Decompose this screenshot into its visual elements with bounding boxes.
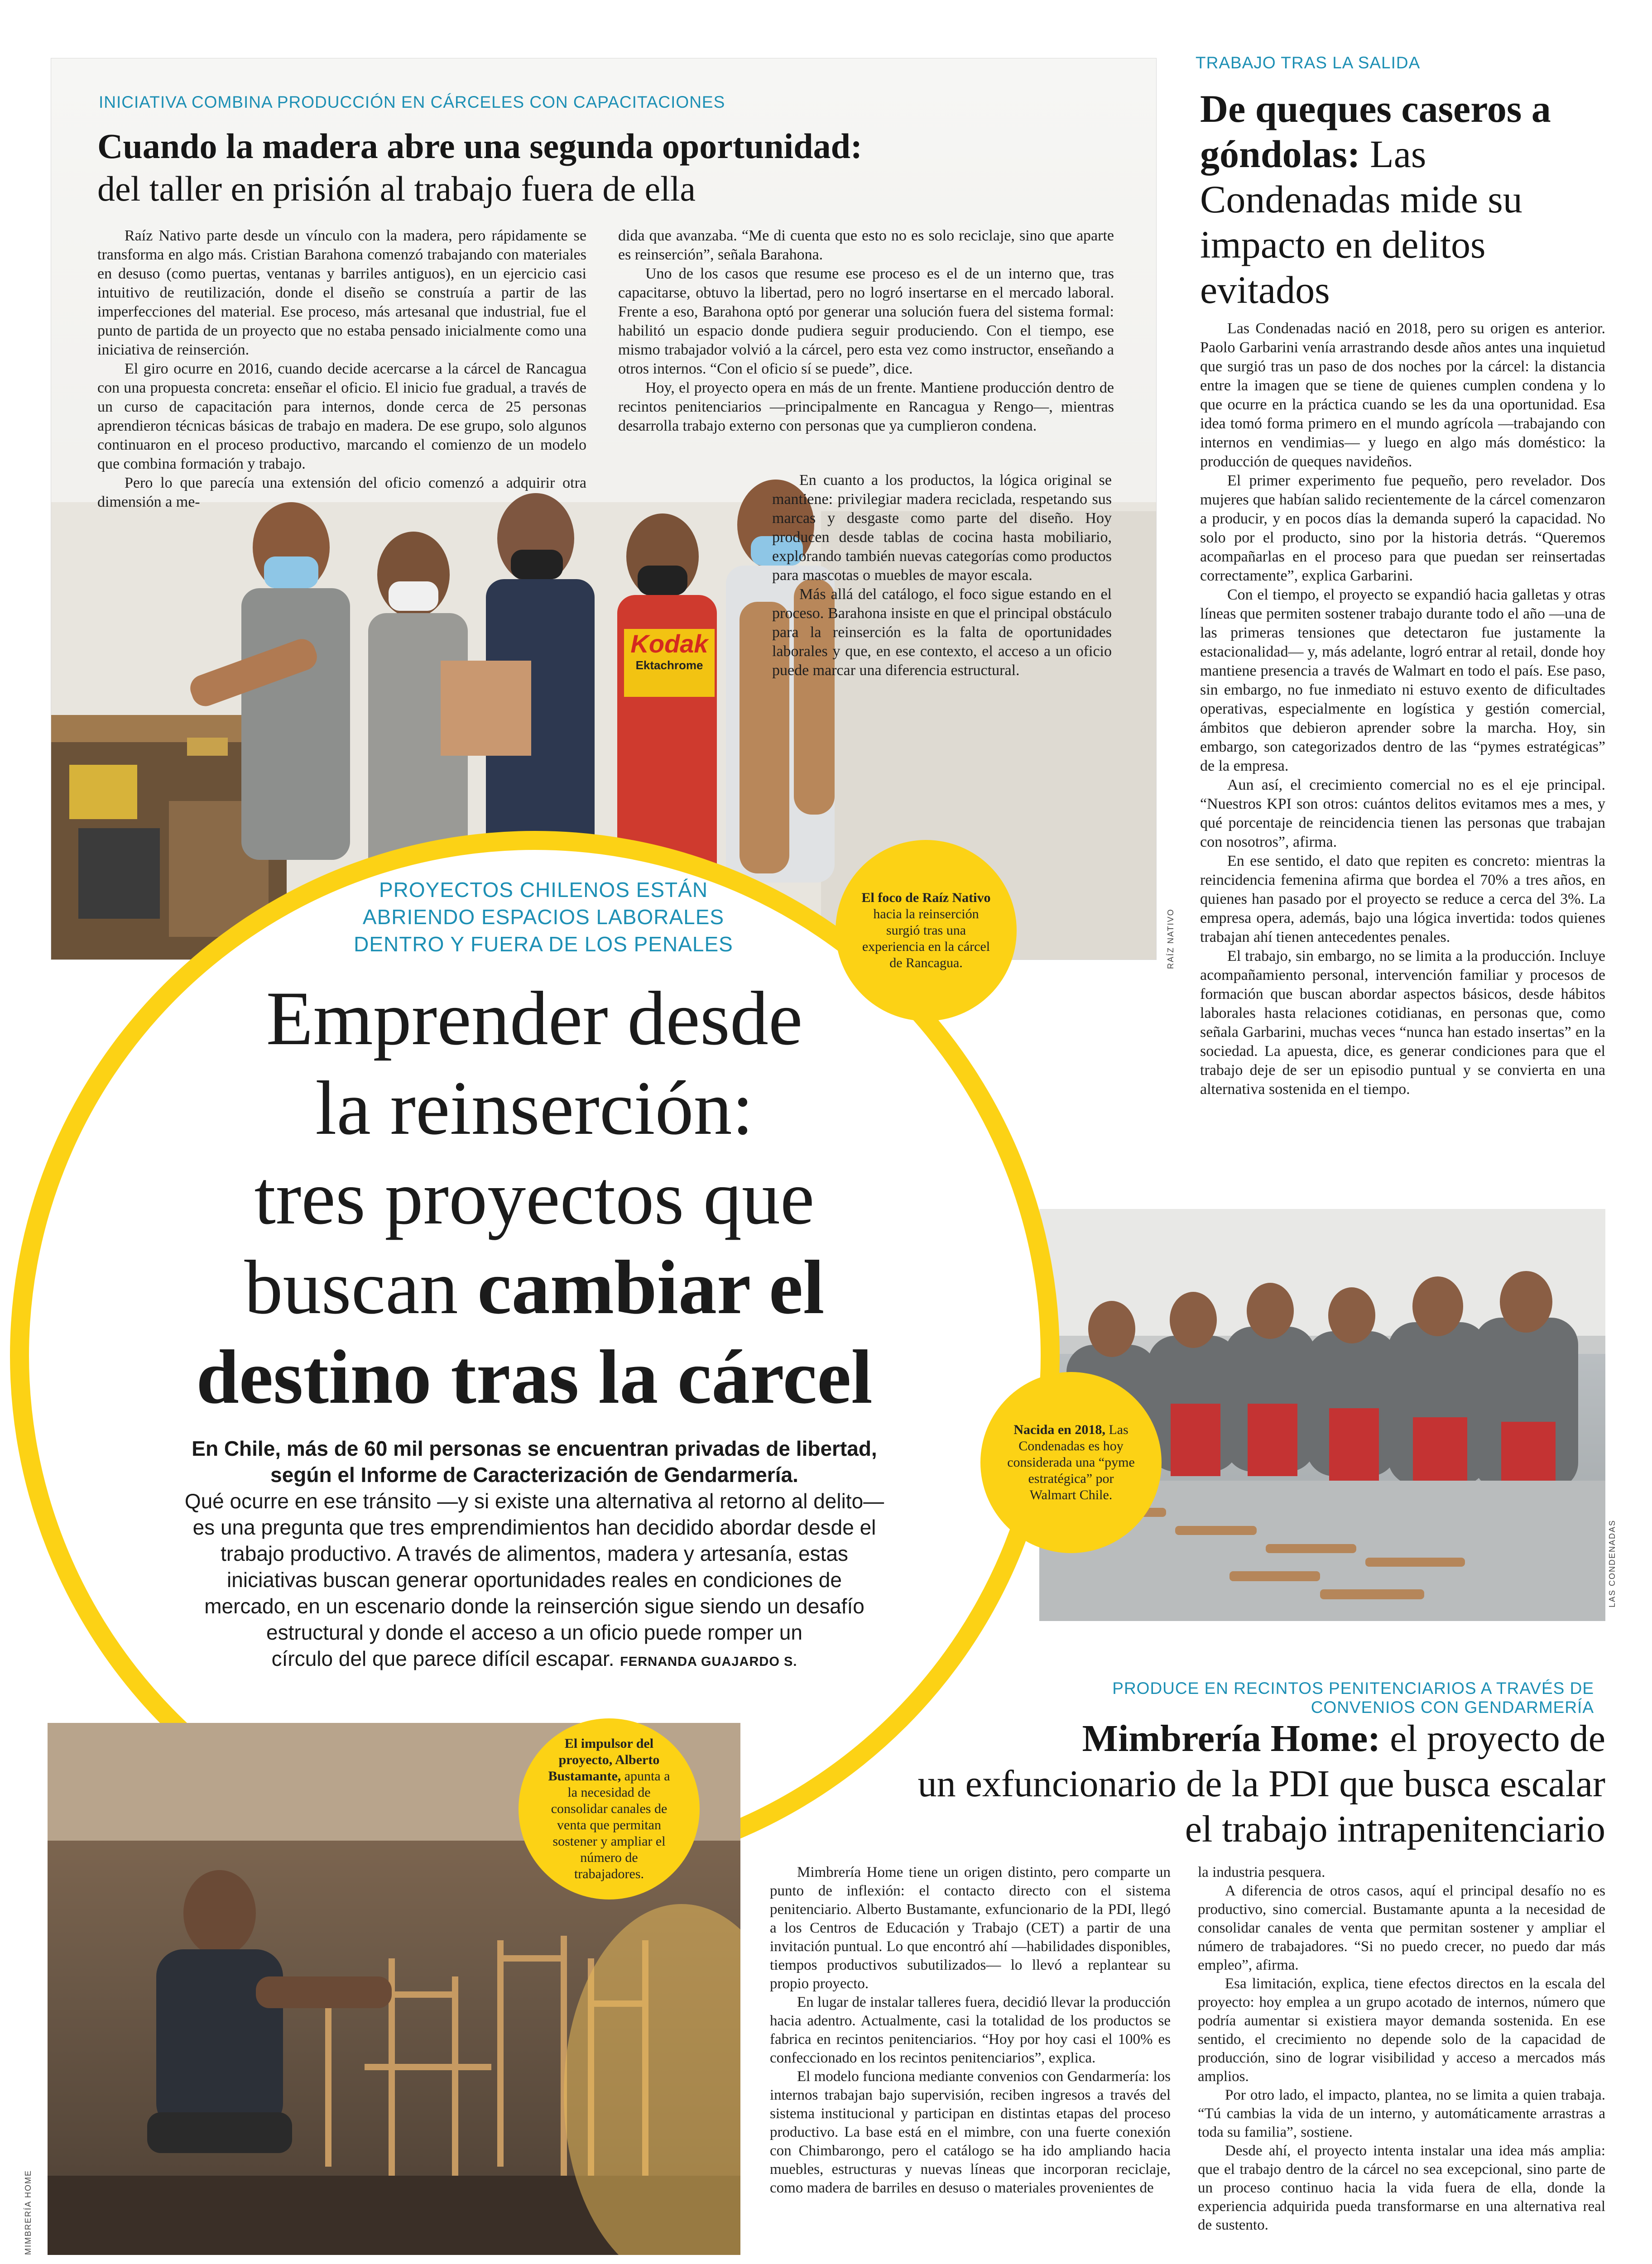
condenadas-body: Las Condenadas nació en 2018, pero su origen es anterior. Paolo Garbarini venía arrastrando desde años antes una inquietud que surgió tras un paso de dos noches por la cárcel: la distancia entre la imagen que se tiene de quienes cumplen condena y lo que ocurre en la práctica cuando se les da una oportunidad. Esa idea tomó forma primero en el mundo agrícola —trabajando con internos en vendimias— y luego en algo más doméstico: la producción de queques navideños. El primer experimento fue pequeño, pero revelador. Dos mujeres que habían salido recientemente de la cárcel comenzaron a producir, y en pocos días la demanda superó la capacidad. No solo por el producto, sino por la historia detrás. “Queremos acompañarlas en el proceso para que puedan ser reinsertadas correctamente”, explica Garbarini. Con el tiempo, el proyecto se expandió hacia galletas y otras líneas que permiten sostener trabajo durante todo el año —una de las primeras tensiones que detectaron fue justamente la estacionalidad— y, más adelante, logró entrar al retail, donde hoy mantiene presencia a través de Walmart en todo el país. Ese paso, sin embargo, no fue inmediato ni estuvo exento de dificultades operativas, especialmente en logística y gestión comercial, ámbitos que debieron aprender sobre la marcha. Hoy, sin embargo, son categorizados dentro de las “pymes estratégicas” de la empresa. Aun así, el crecimiento comercial no es el eje principal. “Nuestros KPI son otros: cuántos delitos evitamos mes a mes, y qué porcentaje de reincidencia tienen las personas que trabajan con nosotros”, afirma. En ese sentido, el dato que repiten es concreto: mientras la reincidencia femenina afirma que bordea el 70% a tres años, en quienes han pasado por el proyecto se reduce a cerca del 3%. La empresa opera, además, bajo una lógica invertida: todos quienes trabajan ahí tienen antecedentes penales. El trabajo, sin embargo, no se limita a la producción. Incluye acompañamiento personal, intervención familiar y procesos de formación que buscan abordar aspectos básicos, desde hábitos laborales hasta relaciones cotidianas, en personas que, como señala Garbarini, muchas veces “nunca han estado insertas” en la sociedad. La apuesta, dice, es generar condiciones para que el trabajo deje de ser un episodio puntual y se convierta en una alternativa sostenida en el tiempo. [1200, 320, 1605, 1098]
raiz-nativo-body-right: dida que avanzaba. “Me di cuenta que esto no es solo reciclaje, sino que aparte es reinserción”, señala Barahona. Uno de los casos que resume ese proceso es el de un interno que, tras capacitarse, obtuvo la libertad, pero no logró insertarse en el mercado laboral. Frente a eso, Barahona optó por generar una solución fuera del sistema formal: habilitó un espacio donde pudiera seguir produciendo. Con el tiempo, ese mismo trabajador volvió a la cárcel, pero esta vez como instructor, enseñando a otros internos. “Con el oficio sí se puede”, dice. Hoy, el proyecto opera en más de un frente. Mantiene producción dentro de recintos penitenciarios —principalmente en Rancagua y Rengo—, mientras desarrolla trabajo externo con personas que ya cumplieron condena. [618, 227, 1114, 434]
mimbreria-caption-bubble: El impulsor del proyecto, Alberto Bustamante, apunta a la necesidad de consolidar canales de venta que permitan sostener y ampliar el número de trabajadores. [519, 1718, 700, 1899]
condenadas-kicker: TRABAJO TRAS LA SALIDA [1196, 53, 1421, 72]
raiz-nativo-body-right-cont: En cuanto a los productos, la lógica original se mantiene: privilegiar madera reciclada, respetando sus marcas y desgaste como parte del diseño. Hoy producen desde tablas de cocina hasta mobiliario, explorando también nuevas categorías como productos para mascotas o muebles de mayor escala. Más allá del catálogo, el foco sigue estando en el proceso. Barahona insiste en que el principal obstáculo para la reinserción es la falta de oportunidades laborales y que, en ese contexto, el acceso a un oficio puede marcar una diferencia estructural. [772, 472, 1112, 679]
kodak-logo: Kodak Ektachrome [630, 629, 708, 672]
main-headline: Emprender desde la reinserción: tres proyectos que buscan cambiar el destino tras la cárcel [196, 976, 873, 1420]
mimbreria-kicker: PRODUCE EN RECINTOS PENITENCIARIOS A TRAVÉS DE CONVENIOS CON GENDARMERÍA [1112, 1679, 1594, 1717]
raiz-nativo-caption-bubble: El foco de Raíz Nativo hacia la reinserción surgió tras una experiencia en la cárcel de Rancagua. [836, 840, 1017, 1021]
mimbreria-photo-credit: MIMBRERÍA HOME [24, 2169, 33, 2255]
main-lead: En Chile, más de 60 mil personas se encuentran privadas de libertad, según el Informe de Caracterización de Gendarmería. Qué ocurre en ese tránsito —y si existe una alternativa al retorno al delito— es una pregunta que tres emprendimientos han decidido abordar desde el trabajo productivo. A través de alimentos, madera y artesanía, estas iniciativas buscan generar oportunidades reales en condiciones de mercado, en un escenario donde la reinserción sigue siendo un desafío estructural y donde el acceso a un oficio puede romper un círculo del que parece difícil escapar. FERNANDA GUAJARDO S. [184, 1437, 884, 1670]
raiz-nativo-headline: Cuando la madera abre una segunda oportunidad: del taller en prisión al trabajo fuera de ella [97, 126, 862, 208]
raiz-nativo-body-left: Raíz Nativo parte desde un vínculo con la madera, pero rápidamente se transforma en algo más. Cristian Barahona comenzó trabajando con materiales en desuso (como puertas, ventanas y barriles antiguos), en un ejercicio casi intuitivo de reutilización, donde el diseño se construía a partir de las imperfecciones del material. Ese proceso, más artesanal que industrial, fue el punto de partida de un proyecto que no estaba pensado inicialmente como una iniciativa de reinserción. El giro ocurre en 2016, cuando decide acercarse a la cárcel de Rancagua con una propuesta concreta: enseñar el oficio. El inicio fue gradual, a través de un curso de capacitación para internos, donde cerca de 25 personas aprendieron técnicas básicas de trabajo en madera. De ese grupo, solo algunos continuaron en el proceso productivo, marcando el comienzo de un modelo que combina formación y trabajo. Pero lo que parecía una extensión del oficio comenzó a adquirir otra dimensión a me- [97, 227, 586, 510]
byline: FERNANDA GUAJARDO S. [620, 1655, 797, 1669]
raiz-nativo-kicker: INICIATIVA COMBINA PRODUCCIÓN EN CÁRCELES CON CAPACITACIONES [99, 93, 725, 111]
condenadas-caption-bubble: Nacida en 2018, Las Condenadas es hoy considerada una “pyme estratégica” por Walmart Chile. [980, 1372, 1162, 1553]
mimbreria-body-right: la industria pesquera. A diferencia de otros casos, aquí el principal desafío no es productivo, sino comercial. Bustamante apunta a la necesidad de consolidar canales de venta que permitan sostener y ampliar el número de trabajadores. “Si no puedo crecer, no puedo dar más empleo”, afirma. Esa limitación, explica, tiene efectos directos en la escala del proyecto: hoy emplea a un grupo acotado de internos, número que podría aumentar si existiera mayor demanda sostenida. En ese sentido, el crecimiento no depende solo de la capacidad de producción, sino de lograr visibilidad y acceso a mercados más amplios. Por otro lado, el impacto, plantea, no se limita a quien trabaja. “Tú cambias la vida de un interno, y automáticamente arrastras a toda su familia”, sostiene. Desde ahí, el proyecto intenta instalar una idea más amplia: que el trabajo dentro de la cárcel no sea excepcional, sino parte de un proceso continuo hacia la vida fuera de ella, donde la experiencia adquirida pueda transformarse en una alternativa real de sustento. [1198, 1864, 1605, 2233]
condenadas-headline: De queques caseros a góndolas: Las Condenadas mide su impacto en delitos evitados [1200, 87, 1551, 312]
condenadas-photo-credit: LAS CONDENADAS [1608, 1519, 1617, 1607]
mimbreria-body-left: Mimbrería Home tiene un origen distinto, pero comparte un punto de inflexión: el contacto directo con el sistema penitenciario. Alberto Bustamante, exfuncionario de la PDI, llegó a los Centros de Educación y Trabajo (CET) a partir de una invitación puntual. Lo que encontró ahí —habilidades disponibles, tiempos productivos subutilizados— lo llevó a replantear su propio proyecto. En lugar de instalar talleres fuera, decidió llevar la producción hacia adentro. Actualmente, casi la totalidad de los productos se fabrica en recintos penitenciarios. “Hoy por hoy casi el 100% es confeccionado en los recintos penitenciarios”, explica. El modelo funciona mediante convenios con Gendarmería: los internos trabajan bajo supervisión, reciben ingresos a través del sistema institucional y participan en distintas etapas del proceso productivo. La base está en el mimbre, con una fuerte conexión con Chimbarongo, pero el catálogo se ha ido ampliando hacia muebles, estructuras y nuevas líneas que incorporan reciclaje, como madera de barriles en desuso o materiales provenientes de [770, 1864, 1171, 2196]
mimbreria-headline: Mimbrería Home: el proyecto de un exfuncionario de la PDI que busca escalar el trabajo intrapenitenciario [917, 1717, 1605, 1850]
raiz-nativo-photo-credit: RAÍZ NATIVO [1166, 908, 1175, 969]
main-kicker: PROYECTOS CHILENOS ESTÁN ABRIENDO ESPACIOS LABORALES DENTRO Y FUERA DE LOS PENALES [354, 878, 733, 956]
